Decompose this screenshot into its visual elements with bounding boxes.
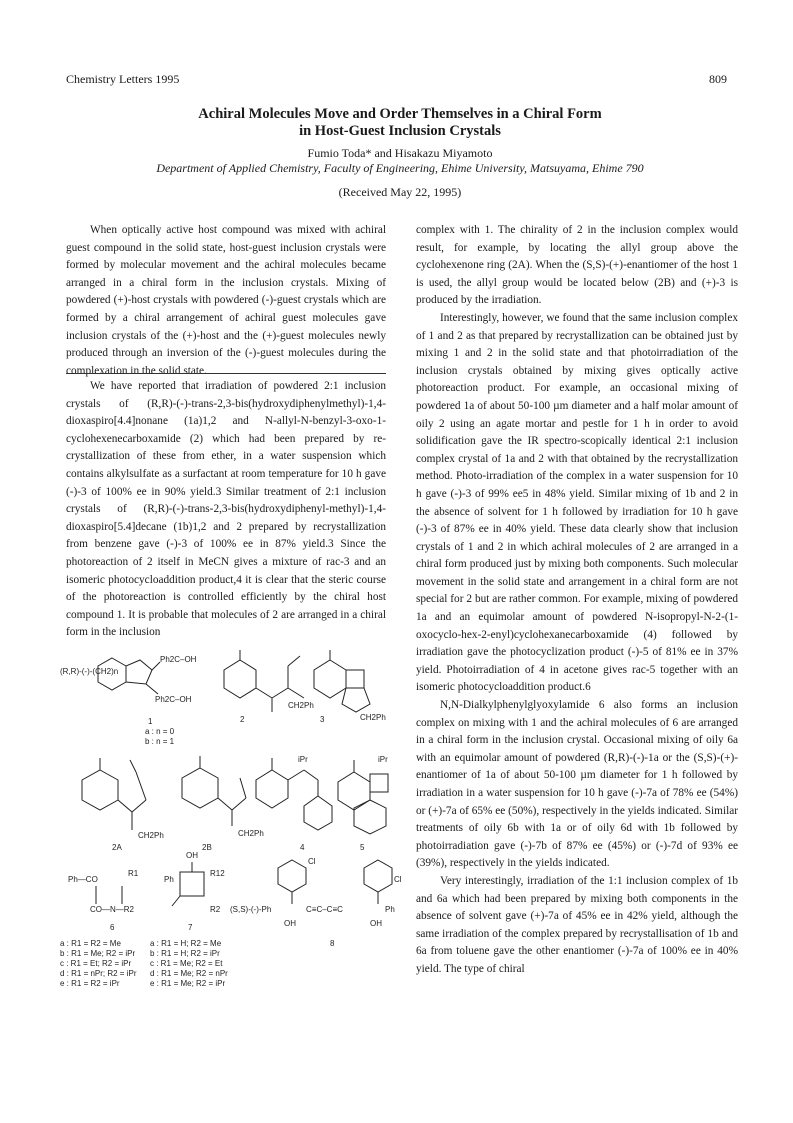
compound-8	[278, 860, 392, 904]
compound-7-d: d : R1 = Me; R2 = nPr	[150, 969, 228, 978]
compound-1-number: 1	[148, 717, 153, 726]
compound-8-number: 8	[330, 939, 335, 948]
received-date: (Received May 22, 1995)	[338, 185, 462, 199]
compound-2A	[82, 758, 146, 830]
compound-6-phenyl-carbonyl: Ph—CO	[68, 875, 98, 884]
right-column-body	[416, 222, 738, 979]
compound-1-bottom-group: Ph2C–OH	[155, 695, 192, 704]
abstract	[66, 222, 386, 380]
compound-7-phenyl: Ph	[164, 875, 174, 884]
compound-8-cl-right: Cl	[394, 875, 402, 884]
compound-6-e: e : R1 = R2 = iPr	[60, 979, 120, 988]
compound-1	[98, 658, 160, 694]
right-paragraph-3: N,N-Dialkylphenylglyoxylamide 6 also forms an inclusion complex on mixing with 1 and the achiral molecules of 6 are arranged in a chiral form in the inclusion crystal. Occasional mixing of oily 6a with an equimolar amount of powdered (R,R)-(-)-1a or the (S,S)-(+)-enantiomer of 1a of about 50-100 µm diameter for 1 h followed by irradiation in a water suspension for 10 h gave (-)-7a of 78% ee (54%) or (+)-7a of 65% ee (50%), respectively in the yields indicated. Similar treatments of oily 6b with 1a or of oily 6d with 1b followed by photoirradiation gave (-)-7b of 87% ee (45%) or (-)-7d of 93% ee (39%), respectively in the yields indicated.	[416, 699, 738, 870]
paper-title	[60, 106, 740, 140]
compound-2-number: 2	[240, 715, 245, 724]
compound-6-amide: CO—N—R2	[90, 905, 135, 914]
compound-7-r2: R2	[210, 905, 221, 914]
compound-2B-number: 2B	[202, 843, 212, 852]
compound-3-number: 3	[320, 715, 325, 724]
structures-figure	[60, 650, 405, 1030]
abstract-text: When optically active host compound was mixed with achiral guest compound in the solid state, host-guest inclusion crystals were formed by molecular movement and the achiral molecules became arranged in a chiral form in the inclusion crystals. Mixing of powdered (+)-host crystals with powdered (-)-guest crystals which are formed by a chiral arrangement of achiral guest molecules gave inclusion crystals of the (+)-host and the (+)-guest molecules newly produced through an inversion of the (-)-guest molecules during the complexation in the solid state.	[66, 224, 386, 377]
compound-7	[172, 862, 204, 906]
compound-1-b: b : n = 1	[145, 737, 175, 746]
compound-2-substituent: CH2Ph	[288, 701, 314, 710]
compound-7-oh: OH	[186, 851, 198, 860]
compound-1-a: a : n = 0	[145, 727, 175, 736]
right-paragraph-2: Interestingly, however, we found that the same inclusion complex of 1 and 2 as that prepared by recrystallization can be obtained just by mixing 1 and 2 in the solid state and that photoirradiation of the inclusion crystals obtained by mixing gives optically active photoreaction product. For example, an occasional mixing of powdered 1a of about 50-100 µm diameter and a half molar amount of oily 2 using an agate mortar and pestle for 1 h in order to avoid solidification gave the IR spectro-scopically identical 2:1 inclusion complex crystal of 1a and 2 with that obtained by the recrystallization method. Photo-irradiation of the complex in a water suspension for 10 h gave (-)-3 of 99% ee5 in 48% yield. Similar mixing of 1b and 2 in the absence of solvent for 1 h followed by irradiation for 10 h gave (-)-3 of 87% ee in 40% yield. These data clearly show that inclusion crystals of 1 and 2 in which achiral molecules of 2 are arranged in a chiral form produced just by mixing both components. Such molecular movement in the solid state and arrangement in a chiral form are not special for 2 but are rather common. For example, mixing of powdered 1a and an equimolar amount of powdered N-isopropyl-N-2-(1-oxocyclo-hex-2-enyl)cyclohexanecarboxamide (4) followed by irradiation gave the photocyclization product (-)-5 of 81% ee in 37% yield. Photoirradiation of 4 in acetone gives rac-5 together with an isomeric photocycloaddition product.6	[416, 311, 738, 694]
page-number: 809	[709, 72, 727, 86]
compound-4-substituent: iPr	[298, 755, 308, 764]
left-column-body	[66, 378, 386, 642]
structures-svg	[60, 650, 405, 1030]
affiliation: Department of Applied Chemistry, Faculty of Engineering, Ehime University, Matsuyama, Ehime 790	[156, 161, 644, 175]
compound-7-a: a : R1 = H; R2 = Me	[150, 939, 222, 948]
compound-8-oh-right: OH	[370, 919, 382, 928]
compound-5-number: 5	[360, 843, 365, 852]
compound-7-e: e : R1 = Me; R2 = iPr	[150, 979, 226, 988]
compound-7-number: 7	[188, 923, 193, 932]
authors: Fumio Toda* and Hisakazu Miyamoto	[307, 146, 493, 160]
compound-6-number: 6	[110, 923, 115, 932]
compound-4-number: 4	[300, 843, 305, 852]
compound-1-prefix: (R,R)-(-)-(CH2)n	[60, 667, 119, 676]
compound-5	[338, 760, 388, 834]
compound-2A-number: 2A	[112, 843, 122, 852]
compound-3	[314, 650, 370, 712]
compound-8-phenyl: Ph	[385, 905, 395, 914]
compound-8-prefix: (S,S)-(-)-Ph	[230, 905, 272, 914]
left-paragraph-1: We have reported that irradiation of powdered 2:1 inclusion crystals of (R,R)-(-)-trans-2,3-bis(hydroxydiphenylmethyl)-1,4-dioxaspiro[4.4]nonane (1a)1,2 and N-allyl-N-benzyl-3-oxo-1-cyclohexenecarboxamide (2) which had been prepared by re-crystallization of these from ether, in a water suspension which contains alkylsulfate as a surfactant at room temperature for 10 h gave (-)-3 of 100% ee in 90% yield.3 Similar treatment of 2:1 inclusion crystals of (R,R)-(-)-trans-2,3-bis(hydroxydiphenyl-methyl)-1,4-dioxaspiro[5.4]decane (1b)1,2 and 2 prepared by recrystallization from benzene gave (-)-3 of 100% ee in 87% yield.3 Since the photoreaction of 2 itself in MeCN gives a mixture of rac-3 and an isomeric photocycloaddition product,4 it is clear that the steric course of the photoreaction is controlled efficiently by the chiral host compound 1. It is probable that molecules of 2 are arranged in a chiral form in the inclusion	[66, 380, 386, 639]
compound-6-r1: R1	[128, 869, 139, 878]
compound-5-substituent: iPr	[378, 755, 388, 764]
compound-7-c: c : R1 = Me; R2 = Et	[150, 959, 223, 968]
compound-7-b: b : R1 = H; R2 = iPr	[150, 949, 220, 958]
compound-8-diyne: C≡C–C≡C	[306, 905, 343, 914]
right-paragraph-4: Very interestingly, irradiation of the 1:1 inclusion complex of 1b and 6a which had been prepared by mixing both components in the absence of solvent gave (+)-7a of 45% ee in 42% yield, although the same irradiation of the complex prepared by recrystallisation of 1b and 6a from toluene gave the other enantiomer (-)-7a of 100% ee in 40% yield. The type of chiral	[416, 874, 738, 975]
abstract-divider	[66, 373, 386, 374]
compound-1-top-group: Ph2C–OH	[160, 655, 197, 664]
compound-2B	[182, 756, 246, 826]
compound-6-b: b : R1 = Me; R2 = iPr	[60, 949, 136, 958]
compound-2A-substituent: CH2Ph	[138, 831, 164, 840]
running-header-journal: Chemistry Letters 1995	[66, 72, 180, 86]
compound-4	[256, 758, 332, 830]
compound-2B-substituent: CH2Ph	[238, 829, 264, 838]
title-line-1: Achiral Molecules Move and Order Themselves in a Chiral Form	[198, 106, 602, 122]
compound-3-substituent: CH2Ph	[360, 713, 386, 722]
right-paragraph-1: complex with 1. The chirality of 2 in the inclusion complex would result, for example, by locating the allyl group above the cyclohexenone ring (2A). When the (S,S)-(+)-enantiomer of the host 1 is used, the allyl group would be located below (2B) and (+)-3 is produced by the irradiation.	[416, 224, 738, 307]
title-line-2: in Host-Guest Inclusion Crystals	[299, 123, 501, 139]
compound-6-a: a : R1 = R2 = Me	[60, 939, 121, 948]
compound-8-oh-left: OH	[284, 919, 296, 928]
compound-8-cl-left: Cl	[308, 857, 316, 866]
compound-6-d: d : R1 = nPr; R2 = iPr	[60, 969, 137, 978]
compound-6-bond	[96, 886, 122, 904]
compound-7-r1: R12	[210, 869, 225, 878]
compound-6-c: c : R1 = Et; R2 = iPr	[60, 959, 132, 968]
